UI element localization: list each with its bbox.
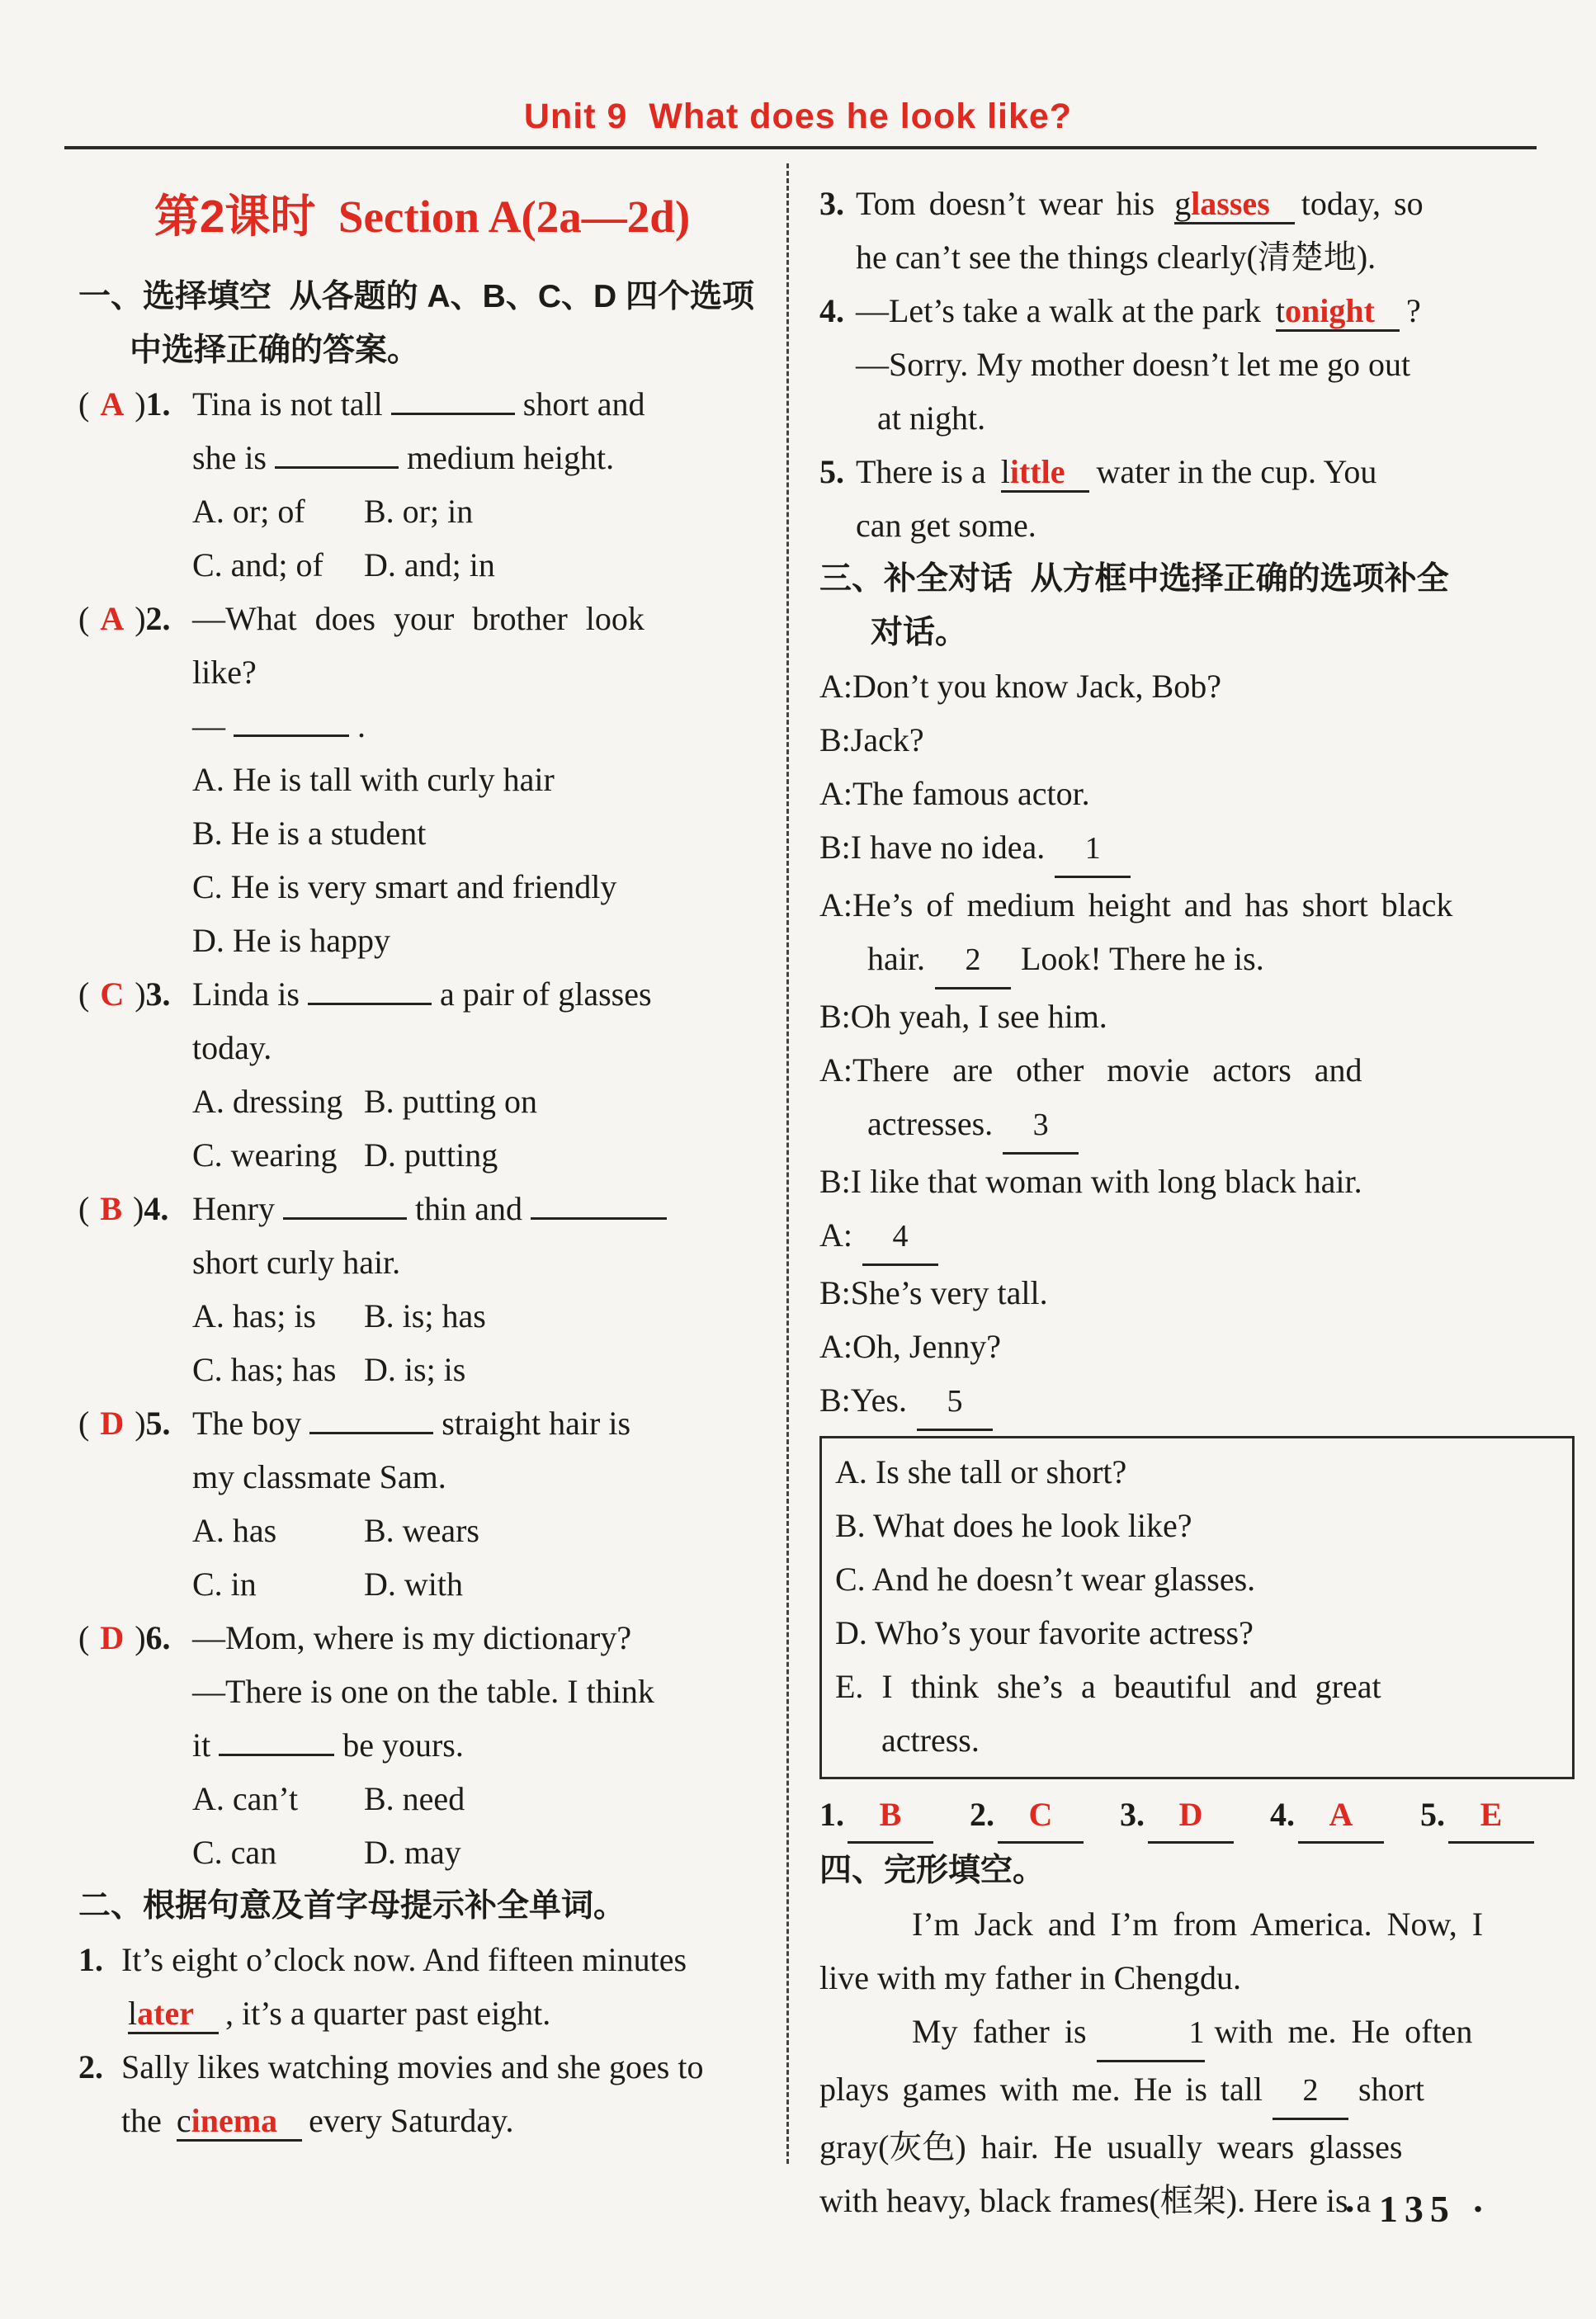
answer-letter: D	[100, 1619, 125, 1656]
numbered-blank: 3	[1003, 1098, 1079, 1155]
option-c: C. has; has	[192, 1351, 337, 1388]
answer-blank: B	[848, 1788, 933, 1844]
question-line: like?	[192, 654, 257, 691]
option-d: D. putting	[364, 1136, 498, 1174]
section3-heading-line1: 三、补全对话 从方框中选择正确的选项补全	[819, 561, 1449, 597]
fill-word-item-5	[819, 445, 1576, 552]
cloze-line: with heavy, black frames(框架). Here is a	[819, 2182, 1372, 2219]
box-option-d: D. Who’s your favorite actress?	[835, 1614, 1254, 1651]
dialogue-line: B:I like that woman with long black hair.	[819, 1163, 1362, 1200]
box-option-b: B. What does he look like?	[835, 1507, 1192, 1544]
fill-word-item-1	[78, 1933, 766, 2040]
hint-letter: l	[1000, 453, 1010, 490]
option-a: A. can’t	[192, 1780, 299, 1817]
first-letter-answer	[177, 2102, 302, 2142]
question-line: it be yours.	[192, 1726, 464, 1764]
blank-line	[308, 1003, 432, 1005]
option-c: C. and; of	[192, 546, 323, 583]
option-d: D. is; is	[364, 1351, 466, 1388]
hint-letter: g	[1174, 185, 1192, 222]
options-grid	[192, 1289, 766, 1396]
question-number: 1.	[145, 385, 171, 423]
question-line: —Mom, where is my dictionary?	[192, 1619, 632, 1656]
item-number: 3.	[819, 185, 844, 222]
option-d: D. He is happy	[192, 922, 390, 959]
question-number: 2.	[145, 600, 171, 637]
option-a: A. He is tall with curly hair	[192, 761, 555, 798]
red-answer: ater	[137, 1995, 194, 2032]
blank-line	[234, 734, 349, 737]
item-line: the cinema every Saturday.	[121, 2094, 766, 2147]
question-line: she is medium height.	[192, 439, 615, 476]
lesson-title-en: Section A(2a—2d)	[338, 191, 691, 242]
item-number: 1.	[78, 1941, 103, 1978]
dialogue-line: A:The famous actor.	[819, 775, 1090, 812]
box-option-c: C. And he doesn’t wear glasses.	[835, 1561, 1256, 1598]
option-a: A. has	[192, 1512, 277, 1549]
question-5	[78, 1396, 766, 1611]
question-3-prefix: ( C )3.	[78, 975, 171, 1013]
cloze-line: My father is 1 with me. He often	[819, 2005, 1576, 2062]
question-1-prefix: ( A )1.	[78, 385, 171, 423]
item-line: Tom doesn’t wear his glasses today, so	[856, 177, 1576, 230]
answer-letter: D	[100, 1405, 125, 1442]
item-number: 2.	[78, 2048, 103, 2085]
cloze-line: gray(灰色) hair. He usually wears glasses	[819, 2128, 1403, 2166]
question-line: —What does your brother look	[192, 600, 645, 637]
box-option-e-line1: E. I think she’s a beautiful and great	[835, 1668, 1381, 1705]
question-number: 5.	[145, 1405, 171, 1442]
options-box	[819, 1436, 1575, 1779]
dialogue	[819, 659, 1576, 1431]
dialogue-line: B:Yes. 5	[819, 1373, 1576, 1431]
item-line: can get some.	[856, 507, 1036, 544]
fill-word-item-3	[819, 177, 1576, 284]
question-line: Tina is not tall short and	[192, 385, 645, 423]
numbered-blank: 2	[1273, 2064, 1348, 2120]
item-line: later , it’s a quarter past eight.	[121, 1986, 766, 2040]
option-a: A. dressing	[192, 1083, 343, 1120]
options-grid	[192, 1504, 766, 1611]
answer-blank: C	[998, 1788, 1084, 1844]
hint-letter: t	[1275, 292, 1286, 329]
cloze-line: plays games with me. He is tall 2 short	[819, 2062, 1576, 2120]
option-b: B. putting on	[364, 1083, 538, 1120]
column-divider	[786, 163, 789, 2164]
dialogue-line: B:Jack?	[819, 721, 924, 758]
hint-letter: l	[128, 1995, 138, 2032]
lesson-title	[78, 187, 766, 247]
red-answer: inema	[191, 2102, 278, 2139]
option-c: C. can	[192, 1834, 277, 1871]
dialogue-line: A:He’s of medium height and has short black	[819, 886, 1453, 923]
options-grid	[192, 484, 766, 592]
section4-heading: 四、完形填空。	[819, 1853, 1046, 1888]
question-2	[78, 592, 766, 967]
box-option-a: A. Is she tall or short?	[835, 1453, 1127, 1490]
first-letter-answer	[1001, 453, 1090, 493]
section3-heading-line2: 对话。	[871, 615, 968, 650]
option-b: B. or; in	[364, 493, 474, 530]
dialogue-line: A:Oh, Jenny?	[819, 1328, 1001, 1365]
answer-number: 3.	[1120, 1796, 1145, 1833]
answer-number: 5.	[1420, 1796, 1445, 1833]
cloze-line: I’m Jack and I’m from America. Now, I	[912, 1906, 1484, 1943]
question-5-prefix: ( D )5.	[78, 1405, 171, 1442]
options-grid	[192, 1772, 766, 1879]
option-a: A. or; of	[192, 493, 305, 530]
box-option-e-line2: actress.	[881, 1722, 980, 1759]
first-letter-answer	[128, 1995, 219, 2034]
answer-blank: D	[1148, 1788, 1234, 1844]
blank-line	[391, 413, 515, 415]
dialogue-answer-row	[819, 1788, 1576, 1844]
option-d: D. with	[364, 1566, 463, 1603]
dialogue-line: B:She’s very tall.	[819, 1274, 1048, 1311]
answer-letter: A	[100, 600, 125, 637]
question-2-prefix: ( A )2.	[78, 600, 171, 637]
answer-letter: A	[100, 385, 125, 423]
question-number: 3.	[145, 975, 171, 1013]
fill-word-item-4	[819, 284, 1576, 445]
answer-number: 2.	[970, 1796, 994, 1833]
blank-line	[309, 1432, 433, 1434]
numbered-blank: 5	[917, 1375, 993, 1431]
red-answer: ittle	[1009, 453, 1065, 490]
option-c: C. wearing	[192, 1136, 338, 1174]
option-d: D. and; in	[364, 546, 495, 583]
question-6-prefix: ( D )6.	[78, 1619, 171, 1656]
red-answer: lasses	[1191, 185, 1270, 222]
item-number: 5.	[819, 453, 844, 490]
fill-word-item-2	[78, 2040, 766, 2147]
question-line: my classmate Sam.	[192, 1458, 446, 1495]
dialogue-line: B:I have no idea. 1	[819, 820, 1576, 878]
item-line: —Let’s take a walk at the park tonight ?	[856, 284, 1576, 338]
question-line: short curly hair.	[192, 1244, 401, 1281]
item-line: It’s eight o’clock now. And fifteen minutes	[121, 1941, 687, 1978]
dialogue-line: A:There are other movie actors and	[819, 1051, 1362, 1089]
numbered-blank: 2	[935, 933, 1011, 989]
answer-number: 4.	[1270, 1796, 1295, 1833]
section1-heading-line2: 中选择正确的答案。	[130, 333, 420, 368]
dialogue-line: actresses. 3	[819, 1097, 1576, 1155]
left-column	[78, 177, 766, 2147]
answer-letter: B	[100, 1190, 123, 1227]
unit-header: Unit 9 What does he look like?	[523, 97, 1073, 136]
red-answer: onight	[1285, 292, 1375, 329]
question-4	[78, 1182, 766, 1396]
answer-number: 1.	[819, 1796, 844, 1833]
item-line: at night.	[877, 399, 986, 437]
page-number: · 135 ·	[1343, 2188, 1491, 2230]
question-3	[78, 967, 766, 1182]
option-c: C. He is very smart and friendly	[192, 868, 617, 905]
cloze-line: live with my father in Chengdu.	[819, 1959, 1242, 1996]
dialogue-line: A: 4	[819, 1208, 1576, 1266]
question-1	[78, 377, 766, 592]
item-line: —Sorry. My mother doesn’t let me go out	[856, 346, 1411, 383]
option-c: C. in	[192, 1566, 257, 1603]
question-line: The boy straight hair is	[192, 1405, 631, 1442]
question-number: 6.	[145, 1619, 171, 1656]
item-line: Sally likes watching movies and she goes to	[121, 2048, 704, 2085]
numbered-blank: 4	[862, 1210, 938, 1266]
numbered-blank: 1	[1055, 822, 1131, 878]
dialogue-line: hair. 2 Look! There he is.	[819, 932, 1576, 989]
answer-blank: A	[1298, 1788, 1384, 1844]
header-rule	[64, 146, 1537, 149]
section1-heading-line1: 一、选择填空 从各题的 A、B、C、D 四个选项	[78, 279, 755, 314]
numbered-blank: 1	[1097, 2006, 1205, 2062]
question-line: today.	[192, 1029, 272, 1066]
lesson-title-zh: 第2课时	[153, 191, 316, 242]
hint-letter: c	[176, 2102, 191, 2139]
item-line: There is a little water in the cup. You	[856, 445, 1576, 498]
dialogue-line: A:Don’t you know Jack, Bob?	[819, 668, 1221, 705]
blank-line	[283, 1217, 407, 1220]
option-b: B. is; has	[364, 1297, 486, 1334]
blank-line	[531, 1217, 667, 1220]
cloze-paragraph	[819, 1897, 1576, 2227]
question-line: — .	[192, 707, 366, 744]
first-letter-answer	[1276, 292, 1400, 332]
first-letter-answer	[1174, 185, 1295, 224]
question-4-prefix: ( B )4.	[78, 1190, 169, 1227]
option-a: A. has; is	[192, 1297, 316, 1334]
option-b: B. wears	[364, 1512, 479, 1549]
option-d: D. may	[364, 1834, 461, 1871]
blank-line	[219, 1754, 334, 1756]
question-line: Linda is a pair of glasses	[192, 975, 652, 1013]
answer-letter: C	[100, 975, 125, 1013]
question-number: 4.	[144, 1190, 169, 1227]
blank-line	[275, 466, 399, 469]
item-number: 4.	[819, 292, 844, 329]
answer-blank: E	[1448, 1788, 1534, 1844]
option-b: B. need	[364, 1780, 465, 1817]
right-column	[819, 177, 1576, 2227]
options-grid	[192, 1074, 766, 1182]
question-line: Henry thin and	[192, 1182, 766, 1235]
item-line: he can’t see the things clearly(清楚地).	[856, 239, 1376, 276]
section2-heading: 二、根据句意及首字母提示补全单词。	[78, 1888, 626, 1924]
option-b: B. He is a student	[192, 815, 427, 852]
question-line: —There is one on the table. I think	[192, 1673, 654, 1710]
question-6	[78, 1611, 766, 1879]
dialogue-line: B:Oh yeah, I see him.	[819, 998, 1107, 1035]
